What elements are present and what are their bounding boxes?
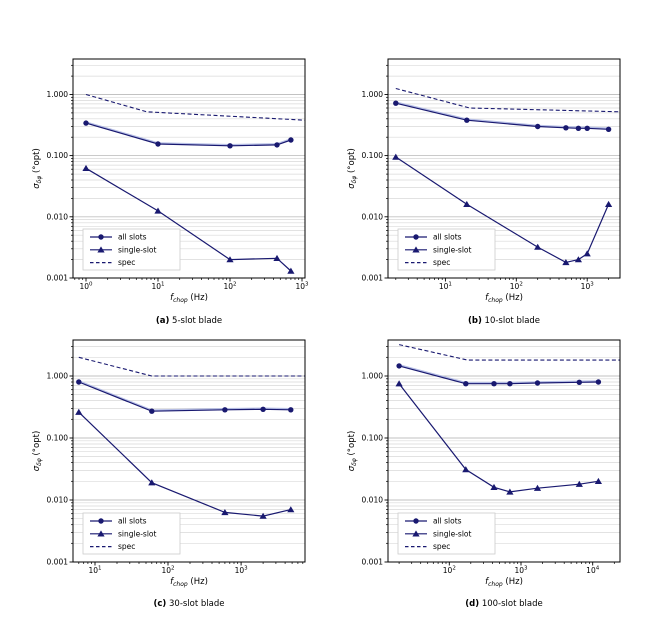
legend-label: all slots	[118, 516, 147, 526]
marker-circle	[576, 126, 581, 131]
marker-circle	[149, 409, 154, 414]
subplot-d	[347, 340, 620, 609]
y-tick-label: 0.010	[361, 495, 383, 505]
y-axis-a	[47, 65, 73, 282]
y-tick-label: 1.000	[46, 90, 68, 100]
marker-circle	[83, 120, 88, 125]
x-axis-label: $f_{chop}$ (Hz)	[485, 577, 523, 588]
x-axis-c	[79, 562, 303, 575]
x-tick-label: $10^1$	[438, 281, 452, 291]
legend-circle-icon	[413, 234, 418, 239]
y-axis-label: $\sigma_{\delta\varphi}$ (°opt)	[32, 430, 43, 472]
x-axis-label: $f_{chop}$ (Hz)	[170, 577, 208, 588]
marker-triangle	[605, 201, 612, 207]
subplot-caption: (d) 100-slot blade	[465, 599, 543, 609]
marker-circle	[606, 127, 611, 132]
marker-circle	[393, 101, 398, 106]
y-tick-label: 0.001	[361, 557, 383, 567]
y-tick-label: 0.100	[46, 433, 68, 443]
legend-circle-icon	[98, 234, 103, 239]
y-tick-label: 0.100	[361, 151, 383, 161]
y-tick-label: 0.010	[46, 212, 68, 222]
marker-circle	[396, 363, 401, 368]
series-line	[396, 103, 609, 129]
legend-circle-icon	[98, 518, 103, 523]
x-axis-d	[399, 562, 614, 575]
legend-d	[398, 513, 495, 554]
x-tick-label: $10^4$	[586, 565, 600, 575]
y-tick-label: 0.001	[361, 273, 383, 283]
legend-label: single-slot	[433, 245, 472, 255]
x-tick-label: $10^2$	[509, 281, 523, 291]
marker-circle	[507, 381, 512, 386]
series-line	[79, 412, 291, 516]
y-tick-label: 1.000	[361, 90, 383, 100]
legend-label: all slots	[118, 232, 147, 242]
marker-circle	[535, 124, 540, 129]
marker-circle	[155, 141, 160, 146]
y-tick-label: 0.100	[46, 151, 68, 161]
series-single-slot	[396, 380, 603, 494]
marker-circle	[288, 137, 293, 142]
series-halo-line	[396, 102, 609, 128]
marker-triangle	[82, 165, 89, 171]
x-axis-label: $f_{chop}$ (Hz)	[170, 293, 208, 304]
marker-circle	[463, 381, 468, 386]
series-all-slots	[393, 101, 611, 133]
marker-circle	[585, 126, 590, 131]
marker-circle	[596, 379, 601, 384]
x-tick-label: $10^3$	[580, 281, 594, 291]
y-tick-label: 0.001	[46, 557, 68, 567]
marker-circle	[227, 143, 232, 148]
series-spec	[79, 357, 305, 376]
y-tick-label: 0.001	[46, 273, 68, 283]
subplot-c	[32, 340, 305, 609]
x-tick-label: $10^1$	[151, 281, 165, 291]
marker-circle	[577, 380, 582, 385]
legend-label: single-slot	[118, 529, 157, 539]
x-tick-label: $10^3$	[234, 565, 248, 575]
series-all-slots	[396, 363, 601, 386]
marker-triangle	[490, 484, 497, 490]
x-tick-label: $10^1$	[88, 565, 102, 575]
legend-circle-icon	[413, 518, 418, 523]
y-axis-c	[47, 346, 73, 566]
spec-line	[86, 95, 305, 121]
series-all-slots	[83, 120, 293, 148]
y-axis-b	[362, 65, 388, 282]
marker-circle	[260, 407, 265, 412]
legend-label: all slots	[433, 516, 462, 526]
y-axis-label: $\sigma_{\delta\varphi}$ (°opt)	[347, 148, 358, 189]
marker-circle	[464, 118, 469, 123]
series-spec	[86, 95, 305, 121]
marker-triangle	[584, 250, 591, 256]
x-axis-label: $f_{chop}$ (Hz)	[485, 293, 523, 304]
y-axis-d	[362, 346, 388, 566]
subplot-b	[347, 59, 620, 326]
marker-circle	[491, 381, 496, 386]
legend-label: spec	[118, 542, 136, 552]
marker-triangle	[154, 208, 161, 214]
y-tick-label: 0.010	[361, 212, 383, 222]
x-tick-label: $10^2$	[223, 281, 237, 291]
subplot-a	[32, 59, 309, 326]
series-line	[79, 382, 291, 411]
subplot-caption: (b) 10-slot blade	[467, 316, 541, 326]
x-tick-label: $10^3$	[295, 281, 309, 291]
subplot-caption: (c) 30-slot blade	[153, 599, 225, 609]
legend-label: spec	[433, 258, 451, 268]
spec-line	[79, 357, 305, 376]
y-axis-label: $\sigma_{\delta\varphi}$ (°opt)	[32, 148, 43, 189]
y-tick-label: 1.000	[361, 371, 383, 381]
marker-circle	[76, 379, 81, 384]
y-tick-label: 0.100	[361, 433, 383, 443]
series-halo-line	[86, 122, 291, 145]
marker-circle	[274, 142, 279, 147]
legend-label: spec	[118, 258, 136, 268]
marker-circle	[535, 380, 540, 385]
x-axis-b	[396, 278, 609, 291]
x-tick-label: $10^0$	[79, 281, 93, 291]
marker-circle	[222, 407, 227, 412]
x-tick-label: $10^2$	[161, 565, 175, 575]
legend-label: single-slot	[118, 245, 157, 255]
legend-label: all slots	[433, 232, 462, 242]
series-single-slot	[75, 409, 294, 519]
legend-label: single-slot	[433, 529, 472, 539]
x-tick-label: $10^3$	[514, 565, 528, 575]
marker-triangle	[75, 409, 82, 415]
marker-triangle	[463, 201, 470, 207]
spec-line	[399, 345, 620, 361]
legend-a	[83, 229, 180, 270]
marker-circle	[563, 125, 568, 130]
y-axis-label: $\sigma_{\delta\varphi}$ (°opt)	[347, 430, 358, 472]
marker-circle	[288, 407, 293, 412]
legend-c	[83, 513, 180, 554]
y-tick-label: 1.000	[46, 371, 68, 381]
marker-triangle	[392, 154, 399, 160]
y-tick-label: 0.010	[46, 495, 68, 505]
x-axis-a	[75, 278, 309, 291]
legend-label: spec	[433, 542, 451, 552]
marker-triangle	[534, 244, 541, 250]
x-tick-label: $10^2$	[442, 565, 456, 575]
marker-triangle	[396, 380, 403, 386]
legend-b	[398, 229, 495, 270]
series-spec	[399, 345, 620, 361]
subplot-caption: (a) 5-slot blade	[155, 316, 223, 326]
